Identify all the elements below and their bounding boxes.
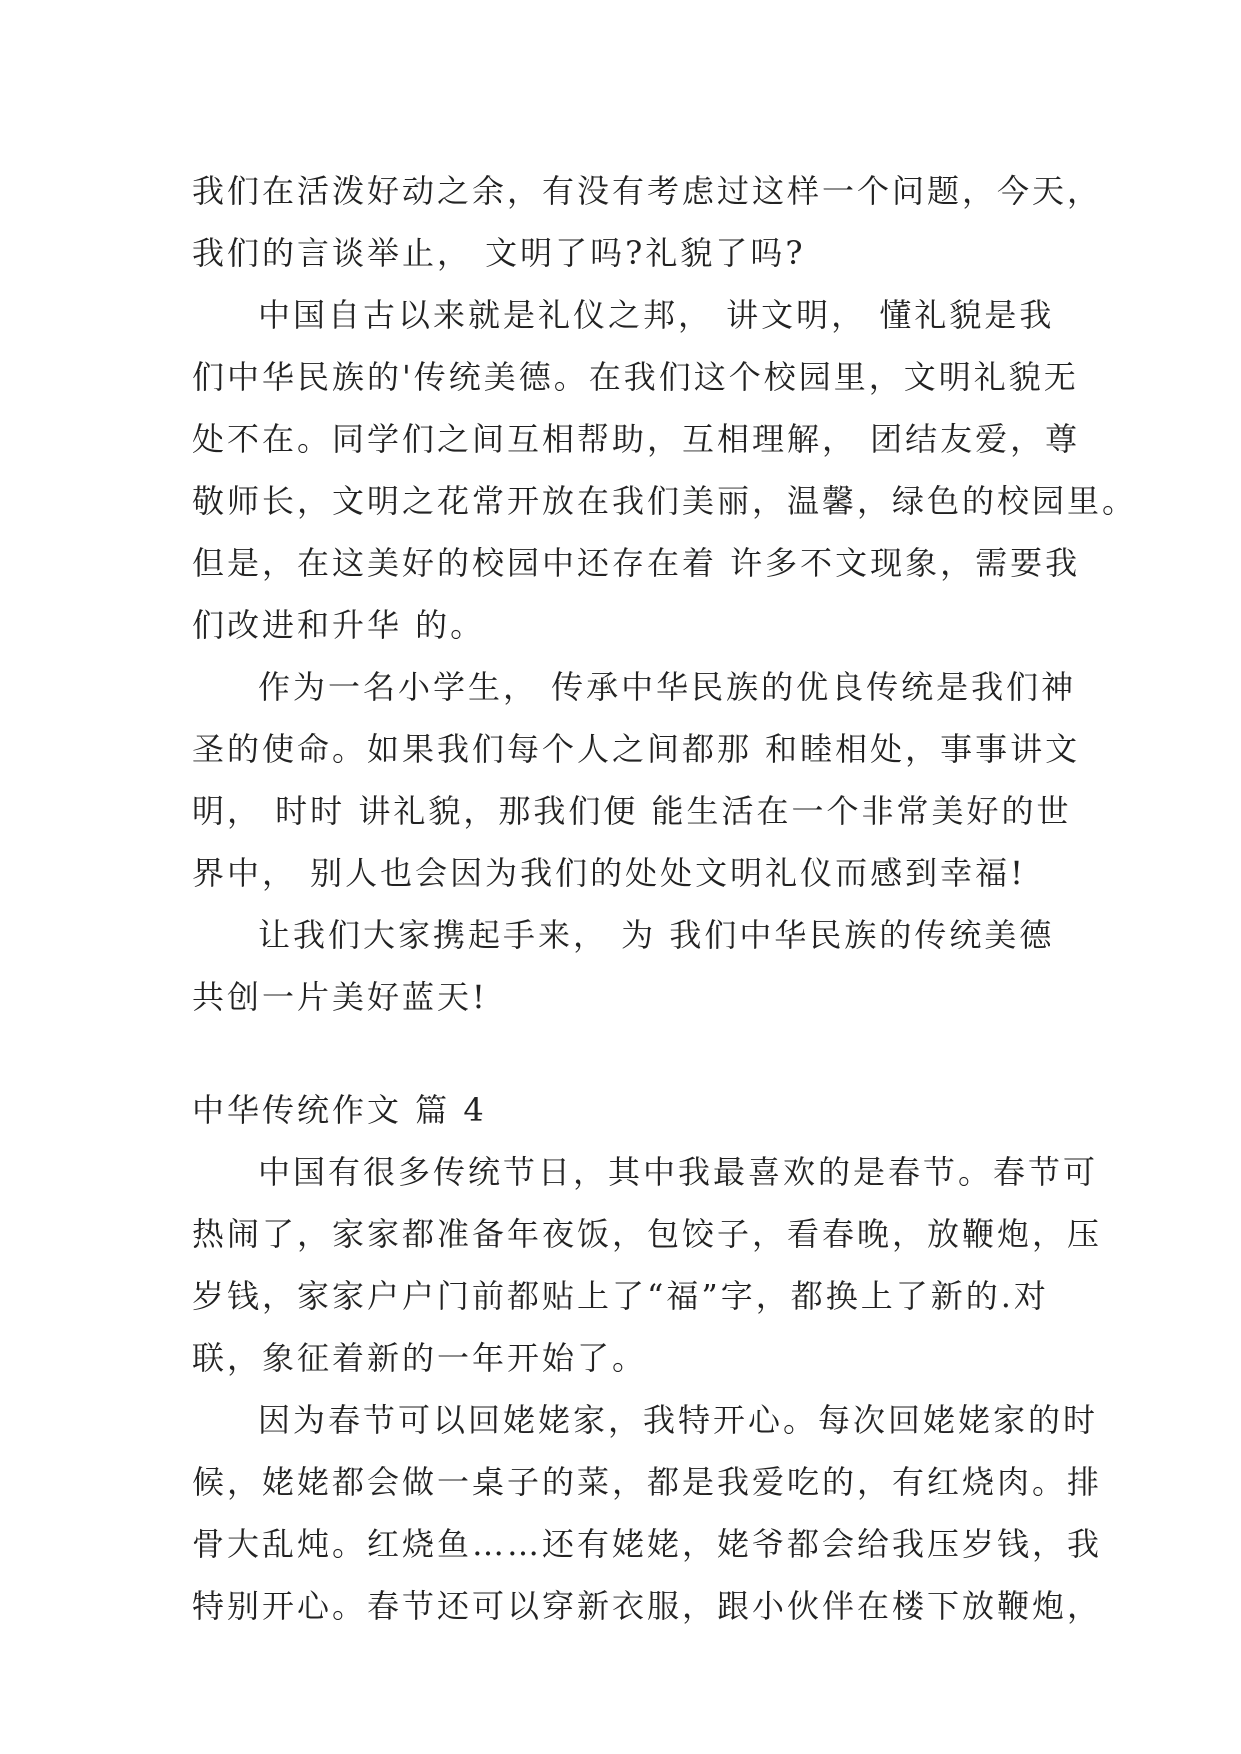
paragraph-6-line-4: 特别开心。春节还可以穿新衣服，跟小伙伴在楼下放鞭炮， (192, 1587, 1103, 1625)
paragraph-6-line-2: 候，姥姥都会做一桌子的菜，都是我爱吃的，有红烧肉。排 (192, 1463, 1103, 1501)
paragraph-2-line-1: 中国自古以来就是礼仪之邦， 讲文明， 懂礼貌是我 (258, 296, 1055, 334)
paragraph-3-line-4: 界中， 别人也会因为我们的处处文明礼仪而感到幸福! (192, 854, 1027, 892)
paragraph-5-line-4: 联，象征着新的一年开始了。 (192, 1339, 648, 1377)
intro-line-2: 我们的言谈举止， 文明了吗?礼貌了吗? (192, 234, 806, 272)
paragraph-3-line-3: 明， 时时 讲礼貌，那我们便 能生活在一个非常美好的世 (192, 792, 1072, 830)
paragraph-5-line-1: 中国有很多传统节日，其中我最喜欢的是春节。春节可 (258, 1153, 1099, 1191)
paragraph-2-line-4: 敬师长，文明之花常开放在我们美丽，温馨，绿色的校园里。 (192, 482, 1138, 520)
section-title: 中华传统作文 篇 4 (192, 1091, 487, 1129)
paragraph-4-line-2: 共创一片美好蓝天! (192, 978, 488, 1016)
paragraph-6-line-3: 骨大乱炖。红烧鱼……还有姥姥，姥爷都会给我压岁钱，我 (192, 1525, 1103, 1563)
paragraph-2-line-6: 们改进和升华 的。 (192, 606, 486, 644)
paragraph-2-line-2: 们中华民族的'传统美德。在我们这个校园里，文明礼貌无 (192, 358, 1079, 396)
paragraph-6 (192, 1389, 1103, 1637)
paragraph-2-line-3: 处不在。同学们之间互相帮助，互相理解， 团结友爱，尊 (192, 420, 1081, 458)
paragraph-3 (192, 656, 1081, 904)
paragraph-3-line-1: 作为一名小学生， 传承中华民族的优良传统是我们神 (258, 668, 1077, 706)
paragraph-3-line-2: 圣的使命。如果我们每个人之间都那 和睦相处，事事讲文 (192, 730, 1081, 768)
paragraph-5 (192, 1141, 1103, 1389)
intro-line-1: 我们在活泼好动之余，有没有考虑过这样一个问题，今天， (192, 172, 1103, 210)
paragraph-4 (192, 904, 1056, 1028)
paragraph-2 (192, 284, 1138, 656)
intro-paragraph (192, 160, 1103, 284)
paragraph-5-line-3: 岁钱，家家户户门前都贴上了“福”字，都换上了新的.对 (192, 1277, 1049, 1315)
paragraph-2-line-5: 但是，在这美好的校园中还存在着 许多不文现象，需要我 (192, 544, 1081, 582)
document-content (192, 160, 1138, 1637)
paragraph-6-line-1: 因为春节可以回姥姥家，我特开心。每次回姥姥家的时 (258, 1401, 1099, 1439)
paragraph-5-line-2: 热闹了，家家都准备年夜饭，包饺子，看春晚，放鞭炮，压 (192, 1215, 1103, 1253)
paragraph-4-line-1: 让我们大家携起手来， 为 我们中华民族的传统美德 (258, 916, 1055, 954)
